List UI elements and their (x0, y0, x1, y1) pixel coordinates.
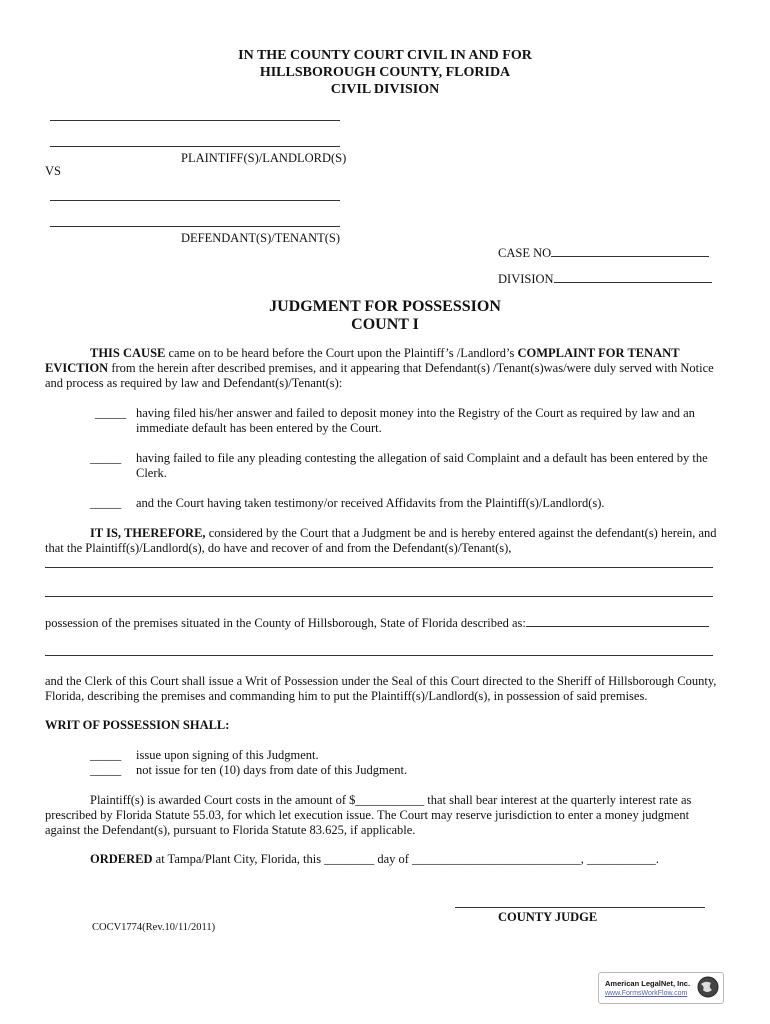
writ-heading: WRIT OF POSSESSION SHALL: (45, 718, 230, 732)
ordered-text2: day of (374, 852, 413, 866)
ordered-text3: , (580, 852, 588, 866)
plaintiff-line-1[interactable] (50, 120, 340, 121)
cause-text2: from the herein after described premises, and it appearing that Defendant(s) /Tenant(s)was/were duly served with Notice (108, 361, 714, 375)
costs-text1b: that shall bear interest at the quarterly interest rate as (424, 793, 692, 807)
division-label: DIVISION (498, 272, 554, 286)
therefore-line2: that the Plaintiff(s)/Landlord(s), do have and recover of and from the Defendant(s)/Tenant(s), (45, 541, 512, 555)
option1-line2: immediate default has been entered by the Court. (136, 421, 382, 435)
cause-bold3: EVICTION (45, 361, 109, 375)
defendant-line-2[interactable] (50, 226, 340, 227)
clerk-line2: Florida, describing the premises and commanding him to put the Plaintiff(s)/Landlord(s), in possession of said premises. (45, 689, 648, 703)
case-no-field (498, 244, 709, 261)
division-input[interactable] (554, 270, 712, 283)
american-legalnet-logo (598, 972, 724, 1004)
cause-line3: and process as required by law and Defendant(s)/Tenant(s): (45, 376, 343, 390)
judgment-title: JUDGMENT FOR POSSESSION (269, 298, 501, 315)
therefore-text1: considered by the Court that a Judgment be and is hereby entered against the defendant(s) herein, and (205, 526, 717, 540)
defendant-label: DEFENDANT(S)/TENANT(S) (181, 231, 341, 245)
option1-blank[interactable]: _____ (95, 406, 127, 420)
division-field (498, 270, 712, 287)
cause-line1 (90, 346, 680, 361)
plaintiff-line-2[interactable] (50, 146, 340, 147)
vs-label: VS (45, 164, 61, 178)
costs-line2: prescribed by Florida Statute 55.03, for which let execution issue. The Court may reserve jurisdiction to enter a money judgment (45, 808, 690, 822)
option2-line1: having failed to file any pleading contesting the allegation of said Complaint and a default has been entered by the (136, 451, 708, 465)
possession-line (45, 614, 709, 631)
ordered-year-blank[interactable]: ___________ (587, 852, 656, 866)
count-title: COUNT I (351, 316, 419, 333)
writ-blank2[interactable]: _____ (90, 763, 122, 777)
ordered-day-blank[interactable]: ________ (324, 852, 375, 866)
option2-blank[interactable]: _____ (90, 451, 122, 465)
recovery-line-2[interactable] (45, 596, 713, 597)
cause-bold2: COMPLAINT FOR TENANT (517, 346, 680, 360)
option3-blank[interactable]: _____ (90, 496, 122, 510)
court-title-line3: CIVIL DIVISION (330, 82, 440, 97)
judge-signature-line[interactable] (455, 907, 705, 908)
globe-icon (696, 975, 720, 999)
cause-bold1: THIS CAUSE (90, 346, 166, 360)
writ-option2: not issue for ten (10) days from date of this Judgment. (136, 763, 408, 777)
logo-url: www.FormsWorkFlow.com (605, 990, 688, 997)
plaintiff-label: PLAINTIFF(S)/LANDLORD(S) (181, 151, 347, 165)
ordered-month-blank[interactable]: ___________________________ (412, 852, 581, 866)
ordered-bold: ORDERED (90, 852, 153, 866)
clerk-line1: and the Clerk of this Court shall issue a Writ of Possession under the Seal of this Court directed to the Sheriff of Hillsborough County, (45, 674, 717, 688)
cause-line2 (45, 361, 714, 376)
court-title-line2: HILLSBOROUGH COUNTY, FLORIDA (259, 65, 511, 80)
costs-line1 (90, 793, 691, 808)
option1-line1: having filed his/her answer and failed to deposit money into the Registry of the Court as required by law and an (136, 406, 695, 420)
premises-description-input[interactable] (526, 614, 709, 627)
case-no-input[interactable] (551, 244, 709, 257)
costs-amount-blank[interactable]: ___________ (355, 793, 425, 807)
defendant-line-1[interactable] (50, 200, 340, 201)
recovery-line-1[interactable] (45, 567, 713, 568)
therefore-bold: IT IS, THEREFORE, (90, 526, 206, 540)
form-number: COCV1774(Rev.10/11/2011) (92, 922, 216, 933)
ordered-text1: at Tampa/Plant City, Florida, this (152, 852, 325, 866)
costs-text1a: Plaintiff(s) is awarded Court costs in the amount of $ (90, 793, 356, 807)
ordered-line (90, 852, 659, 867)
option2-line2: Clerk. (136, 466, 167, 480)
court-title-line1: IN THE COUNTY COURT CIVIL IN AND FOR (238, 48, 532, 63)
costs-line3: against the Defendant(s), pursuant to Florida Statute 83.625, if applicable. (45, 823, 416, 837)
writ-option1: issue upon signing of this Judgment. (136, 748, 319, 762)
ordered-text4: . (655, 852, 659, 866)
logo-company-name: American LegalNet, Inc. (605, 979, 691, 988)
possession-text: possession of the premises situated in the County of Hillsborough, State of Florida described as: (45, 616, 526, 630)
premises-line-2[interactable] (45, 655, 713, 656)
cause-text1: came on to be heard before the Court upon the Plaintiff’s /Landlord’s (165, 346, 518, 360)
option3-line1: and the Court having taken testimony/or received Affidavits from the Plaintiff(s)/Landlord(s). (136, 496, 605, 510)
county-judge-label: COUNTY JUDGE (498, 910, 598, 924)
writ-blank1[interactable]: _____ (90, 748, 122, 762)
case-no-label: CASE NO (498, 246, 552, 260)
therefore-line1 (90, 526, 717, 541)
